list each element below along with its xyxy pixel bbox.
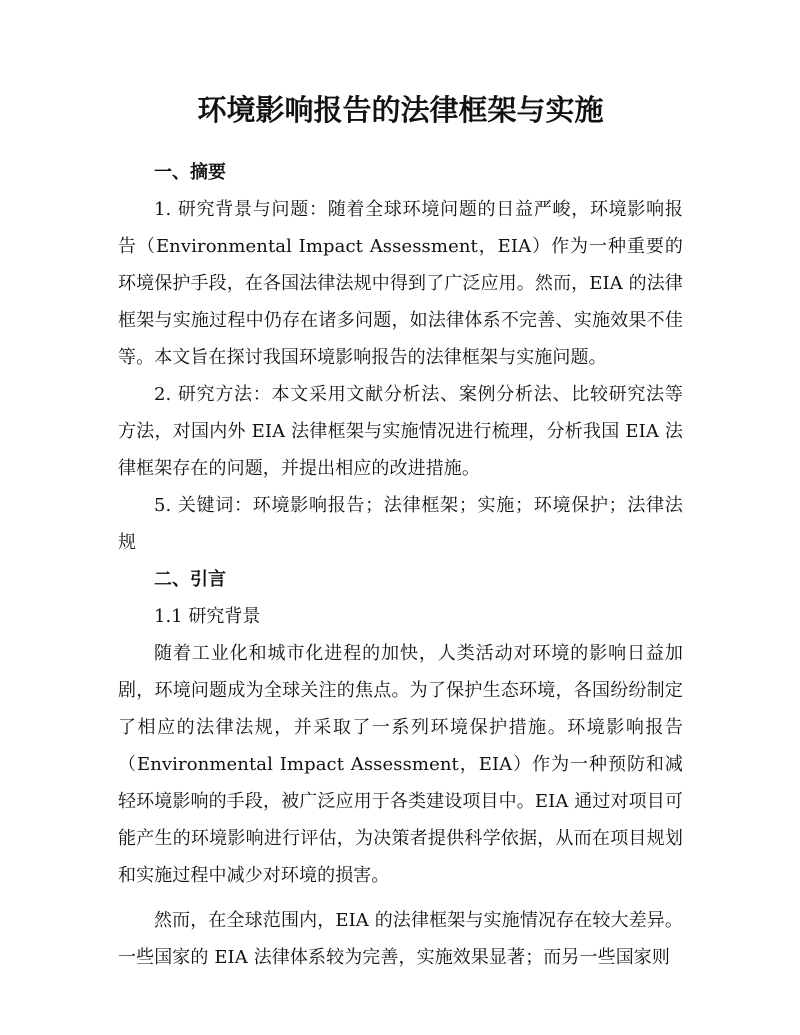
subsection-heading-research-background: 1.1 研究背景: [154, 606, 261, 627]
introduction-paragraph-2: 然而，在全球范围内，EIA 的法律框架与实施情况存在较大差异。一些国家的 EIA 法律体系较为完善，实施效果显著；而另一些国家则: [118, 910, 683, 968]
abstract-paragraph-background: 1. 研究背景与问题：随着全球环境问题的日益严峻，环境影响报告（Environmental Impact Assessment，EIA）作为一种重要的环境保护手段，在各国法律法规中得到了广泛应用。然而，EIA 的法律框架与实施过程中仍存在诸多问题，如法律体系不完善、实施效果不佳等。本文旨在探讨我国环境影响报告的法律框架与实施问题。: [118, 199, 683, 368]
document-title: 环境影响报告的法律框架与实施: [197, 93, 604, 127]
introduction-paragraph-1: 随着工业化和城市化进程的加快，人类活动对环境的影响日益加剧，环境问题成为全球关注的焦点。为了保护生态环境，各国纷纷制定了相应的法律法规，并采取了一系列环境保护措施。环境影响报告（Environmental Impact Assessment，EIA）作为一种预防和减轻环境影响的手段，被广泛应用于各类建设项目中。EIA 通过对项目可能产生的环境影响进行评估，为决策者提供科学依据，从而在项目规划和实施过程中减少对环境的损害。: [118, 643, 683, 886]
abstract-paragraph-keywords: 5. 关键词：环境影响报告；法律框架；实施；环境保护；法律法规: [118, 495, 683, 553]
abstract-paragraph-methods: 2. 研究方法：本文采用文献分析法、案例分析法、比较研究法等方法，对国内外 EIA 法律框架与实施情况进行梳理，分析我国 EIA 法律框架存在的问题，并提出相应的改进措施。: [118, 384, 683, 479]
document-page: [118, 92, 683, 976]
section-heading-introduction: 二、引言: [154, 569, 226, 590]
section-heading-abstract: 一、摘要: [154, 162, 226, 183]
